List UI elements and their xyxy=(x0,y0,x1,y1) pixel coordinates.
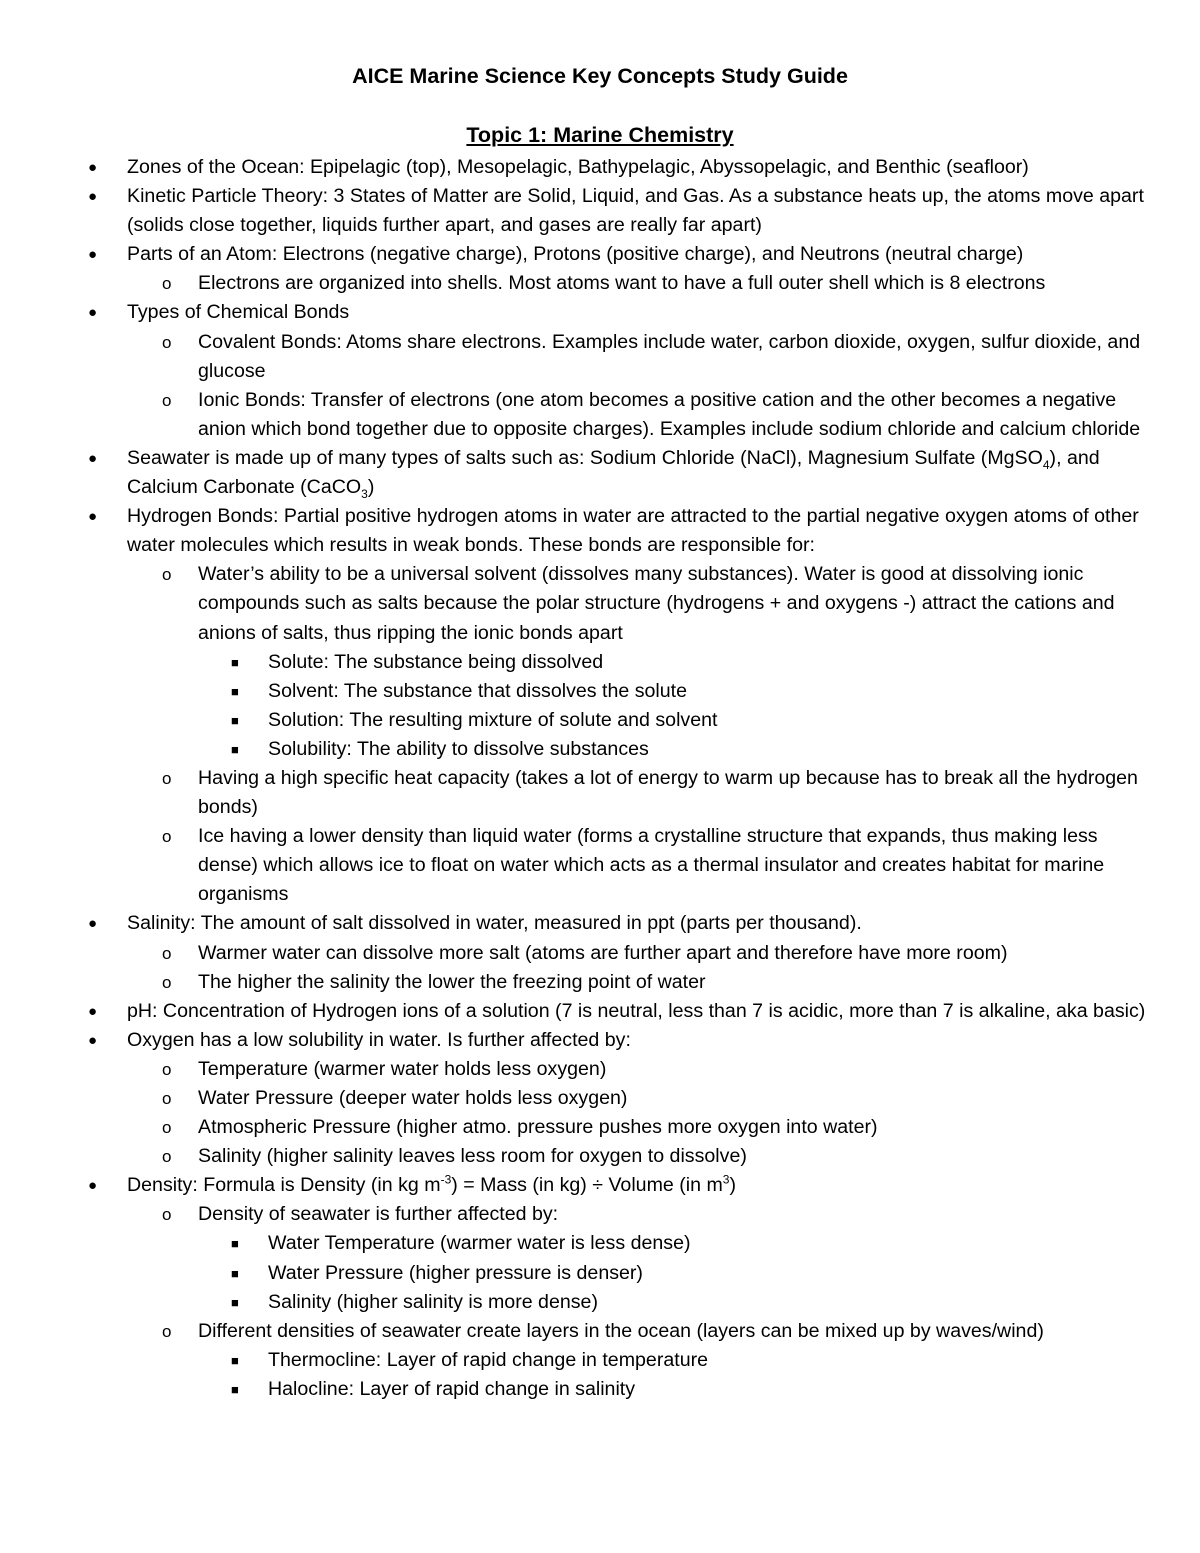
sublist-item-freezing-point xyxy=(0,968,1154,997)
circle-bullet-icon: o xyxy=(162,1147,172,1167)
subsublist-item-density-temperature xyxy=(0,1229,1154,1258)
list-item-seawater-salts xyxy=(0,444,1154,502)
square-bullet-icon: ■ xyxy=(231,741,239,757)
item-text: Density: Formula is Density (in kg $m^{-3}$) = Mass (in kg) ÷ Volume (in $m^3$) xyxy=(127,1172,736,1197)
subsublist-item-thermocline xyxy=(0,1346,1154,1375)
bullet-icon: ● xyxy=(88,508,98,526)
square-bullet-icon: ■ xyxy=(231,712,239,728)
sublist-item-density-factors xyxy=(0,1200,1154,1229)
circle-bullet-icon: o xyxy=(162,1118,172,1138)
item-text: Density of seawater is further affected by: xyxy=(198,1203,559,1226)
list-item-atom-parts xyxy=(0,240,1154,269)
bullet-list xyxy=(0,153,1200,1404)
item-text: Seawater is made up of many types of salts such as: Sodium Chloride (NaCl), Magnesium Sulfate (MgSO$_4$), and Calcium Carbonate (CaCO$_3$) xyxy=(127,446,1100,501)
subsublist-item-solvent xyxy=(0,677,1154,706)
item-text: Water Pressure (higher pressure is denser) xyxy=(268,1261,643,1284)
sublist-item-oxygen-atmospheric xyxy=(0,1113,1154,1142)
sublist-item-ice-density xyxy=(0,822,1154,909)
item-text: Kinetic Particle Theory: 3 States of Matter are Solid, Liquid, and Gas. As a substance heats up, the atoms move apart (solids close together, liquids further apart, and gases are really far apart) xyxy=(127,185,1144,237)
list-item-hydrogen-bonds xyxy=(0,502,1154,560)
document-title: AICE Marine Science Key Concepts Study Guide xyxy=(352,64,848,88)
item-text: Covalent Bonds: Atoms share electrons. Examples include water, carbon dioxide, oxygen, sulfur dioxide, and glucose xyxy=(198,330,1141,382)
list-item-ph xyxy=(0,997,1154,1026)
item-text: Salinity (higher salinity is more dense) xyxy=(268,1290,598,1313)
circle-bullet-icon: o xyxy=(162,972,172,992)
sublist-item-universal-solvent xyxy=(0,560,1154,647)
item-text: Solution: The resulting mixture of solute and solvent xyxy=(268,708,718,731)
circle-bullet-icon: o xyxy=(162,1321,172,1341)
item-text: Different densities of seawater create layers in the ocean (layers can be mixed up by waves/wind) xyxy=(198,1319,1044,1342)
sublist-item-ionic xyxy=(0,386,1154,444)
circle-bullet-icon: o xyxy=(162,565,172,585)
item-text: Oxygen has a low solubility in water. Is further affected by: xyxy=(127,1028,631,1051)
bullet-icon: ● xyxy=(88,1031,98,1049)
list-item-kinetic-theory xyxy=(0,182,1154,240)
subsublist-item-density-salinity xyxy=(0,1288,1154,1317)
item-text: Water Pressure (deeper water holds less oxygen) xyxy=(198,1087,628,1109)
item-text: Water’s ability to be a universal solvent (dissolves many substances). Water is good at dissolving ionic compounds such as salts because the polar structure (hydrogens + and oxygens -) attract the cations and anions of salts, thus ripping the ionic bonds apart xyxy=(198,563,1115,644)
item-text: Electrons are organized into shells. Most atoms want to have a full outer shell which is 8 electrons xyxy=(198,272,1046,295)
item-text: Water Temperature (warmer water is less dense) xyxy=(268,1232,691,1255)
item-text: Solute: The substance being dissolved xyxy=(268,650,604,673)
bullet-icon: ● xyxy=(88,1177,98,1195)
subsublist-item-solubility xyxy=(0,735,1154,764)
sublist-item-specific-heat xyxy=(0,764,1154,822)
sublist-item-oxygen-pressure xyxy=(0,1084,1154,1113)
circle-bullet-icon: o xyxy=(162,1205,172,1225)
subsublist-item-solute xyxy=(0,648,1154,677)
item-text: Solubility: The ability to dissolve substances xyxy=(268,737,649,760)
subsublist-item-density-pressure xyxy=(0,1259,1154,1288)
square-bullet-icon: ■ xyxy=(231,1265,239,1281)
item-text: Solvent: The substance that dissolves the solute xyxy=(268,679,687,702)
bullet-icon: ● xyxy=(88,1002,98,1020)
topic-heading: Topic 1: Marine Chemistry xyxy=(466,123,734,147)
sublist-item-layers xyxy=(0,1317,1154,1346)
item-text: Halocline: Layer of rapid change in salinity xyxy=(268,1377,636,1400)
list-item-salinity xyxy=(0,909,1154,938)
bullet-icon: ● xyxy=(88,159,98,176)
item-text: Hydrogen Bonds: Partial positive hydrogen atoms in water are attracted to the partial negative oxygen atoms of other water molecules which results in weak bonds. These bonds are responsible for: xyxy=(127,505,1139,557)
square-bullet-icon: ■ xyxy=(231,1381,239,1397)
circle-bullet-icon: o xyxy=(162,1089,172,1108)
subsublist-item-halocline xyxy=(0,1375,1154,1404)
square-bullet-icon: ■ xyxy=(231,654,239,670)
item-text: Warmer water can dissolve more salt (atoms are further apart and therefore have more room) xyxy=(198,941,1008,964)
circle-bullet-icon: o xyxy=(162,943,172,963)
item-text: Parts of an Atom: Electrons (negative charge), Protons (positive charge), and Neutrons (neutral charge) xyxy=(127,243,1024,266)
sublist-item-warmer-salt xyxy=(0,939,1154,968)
square-bullet-icon: ■ xyxy=(231,1236,239,1252)
item-text: Having a high specific heat capacity (takes a lot of energy to warm up because has to break all the hydrogen bonds) xyxy=(198,766,1138,819)
bullet-icon: ● xyxy=(88,915,98,933)
square-bullet-icon: ■ xyxy=(231,1352,239,1368)
item-text: Ice having a lower density than liquid water (forms a crystalline structure that expands, thus making less dense) which allows ice to float on water which acts as a thermal insulator and creates habitat for marine organisms xyxy=(198,825,1105,906)
sublist-item-oxygen-temperature xyxy=(0,1055,1154,1084)
list-item-bond-types xyxy=(0,298,1154,327)
sublist-item-electron-shells xyxy=(0,269,1154,298)
bullet-icon: ● xyxy=(88,246,98,264)
bullet-icon: ● xyxy=(88,304,98,322)
sublist-item-oxygen-salinity xyxy=(0,1142,1154,1171)
item-text: Zones of the Ocean: Epipelagic (top), Mesopelagic, Bathypelagic, Abyssopelagic, and Benthic (seafloor) xyxy=(127,156,1029,178)
circle-bullet-icon: o xyxy=(162,1059,172,1079)
subsublist-item-solution xyxy=(0,706,1154,735)
square-bullet-icon: ■ xyxy=(231,1294,239,1310)
bullet-icon: ● xyxy=(88,188,98,206)
item-text: Salinity: The amount of salt dissolved in water, measured in ppt (parts per thousand). xyxy=(127,912,862,935)
circle-bullet-icon: o xyxy=(162,768,172,788)
circle-bullet-icon: o xyxy=(162,332,172,352)
sublist-item-covalent xyxy=(0,328,1154,386)
item-text: Types of Chemical Bonds xyxy=(127,301,350,324)
circle-bullet-icon: o xyxy=(162,390,172,410)
item-text: The higher the salinity the lower the freezing point of water xyxy=(198,970,706,993)
item-text: Thermocline: Layer of rapid change in temperature xyxy=(268,1348,709,1371)
list-item-zones xyxy=(0,153,1154,182)
circle-bullet-icon: o xyxy=(162,827,172,847)
square-bullet-icon: ■ xyxy=(231,683,239,699)
item-text: pH: Concentration of Hydrogen ions of a solution (7 is neutral, less than 7 is acidic, more than 7 is alkaline, aka basic) xyxy=(127,999,1146,1022)
item-text: Ionic Bonds: Transfer of electrons (one atom becomes a positive cation and the other becomes a negative anion which bond together due to opposite charges). Examples include sodium chloride and calcium chloride xyxy=(198,388,1141,440)
list-item-density xyxy=(0,1171,1154,1200)
list-item-oxygen xyxy=(0,1026,1154,1055)
bullet-icon: ● xyxy=(88,449,98,467)
item-text: Atmospheric Pressure (higher atmo. pressure pushes more oxygen into water) xyxy=(198,1116,878,1139)
circle-bullet-icon: o xyxy=(162,274,172,294)
item-text: Temperature (warmer water holds less oxygen) xyxy=(198,1057,607,1080)
item-text: Salinity (higher salinity leaves less room for oxygen to dissolve) xyxy=(198,1145,747,1168)
